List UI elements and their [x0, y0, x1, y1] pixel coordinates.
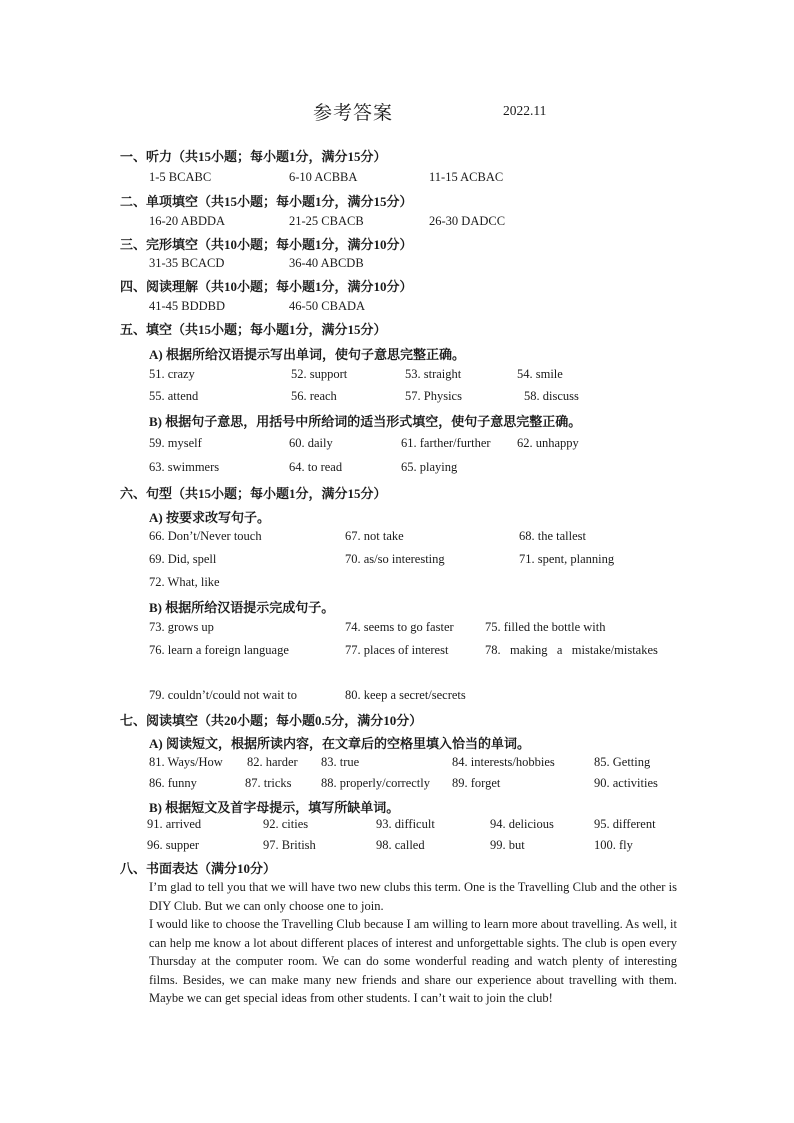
answer-item: 64. to read [289, 460, 343, 474]
section-heading-fill-blank: 五、填空（共15小题；每小题1分，满分15分） [120, 322, 387, 337]
answer-item: 77. places of interest [345, 643, 449, 657]
answer-item: 68. the tallest [519, 529, 586, 543]
answer-item: 92. cities [263, 817, 309, 831]
answer-group: 36-40 ABCDB [289, 256, 364, 270]
section-heading-sentence-patterns: 六、句型（共15小题；每小题1分，满分15分） [120, 486, 387, 501]
answer-item: 67. not take [345, 529, 404, 543]
answer-item: 76. learn a foreign language [149, 643, 289, 657]
answer-item: 65. playing [401, 460, 458, 474]
answer-item: 63. swimmers [149, 460, 220, 474]
answer-group: 11-15 ACBAC [429, 170, 504, 184]
answer-item: 79. couldn’t/could not wait to [149, 688, 298, 702]
answer-item: 89. forget [452, 776, 501, 790]
answer-item: 69. Did, spell [149, 552, 217, 566]
answer-item: 78. making a mistake/mistakes [485, 643, 658, 657]
answer-item: 82. harder [247, 755, 298, 769]
answer-item: 83. true [321, 755, 360, 769]
answer-item: 88. properly/correctly [321, 776, 430, 790]
model-essay [149, 878, 677, 1008]
answer-item: 53. straight [405, 367, 462, 381]
answer-item: 72. What, like [149, 575, 220, 589]
answer-item: 84. interests/hobbies [452, 755, 555, 769]
answer-item: 56. reach [291, 389, 337, 403]
answer-item: 71. spent, planning [519, 552, 615, 566]
answer-item: 51. crazy [149, 367, 195, 381]
answer-item: 94. delicious [490, 817, 554, 831]
answer-group: 26-30 DADCC [429, 214, 506, 228]
answer-group: 1-5 BCABC [149, 170, 212, 184]
answer-item: 91. arrived [147, 817, 202, 831]
answer-item: 93. difficult [376, 817, 435, 831]
section-heading-single-choice: 二、单项填空（共15小题；每小题1分，满分15分） [120, 194, 413, 209]
answer-item: 99. but [490, 838, 525, 852]
answer-group: 6-10 ACBBA [289, 170, 358, 184]
answer-item: 61. farther/further [401, 436, 491, 450]
answer-item: 62. unhappy [517, 436, 579, 450]
answer-item: 100. fly [594, 838, 633, 852]
answer-item: 98. called [376, 838, 425, 852]
answer-group: 31-35 BCACD [149, 256, 225, 270]
section-heading-reading: 四、阅读理解（共10小题；每小题1分，满分10分） [120, 279, 413, 294]
answer-item: 55. attend [149, 389, 199, 403]
answer-item: 80. keep a secret/secrets [345, 688, 466, 702]
part-b-instruction: B) 根据所给汉语提示完成句子。 [149, 600, 335, 615]
answer-item: 66. Don’t/Never touch [149, 529, 262, 543]
essay-paragraph: I would like to choose the Travelling Club because I am willing to learn more about travelling. As well, it can help me know a lot about different places of interest and unforgettable sights. The club is open every Thursday at the computer room. We can do some wonderful reading and watch plenty of interesting films. Besides, we can make many new friends and share our experience about travelling with them. Maybe we can get special ideas from other students. I can’t wait to join the club! [149, 917, 677, 1005]
answer-item: 60. daily [289, 436, 333, 450]
answer-item: 81. Ways/How [149, 755, 223, 769]
answer-item: 73. grows up [149, 620, 214, 634]
answer-group: 46-50 CBADA [289, 299, 366, 313]
section-heading-listening: 一、听力（共15小题；每小题1分，满分15分） [120, 149, 387, 164]
answer-item: 58. discuss [524, 389, 579, 403]
part-a-instruction: A) 阅读短文，根据所读内容，在文章后的空格里填入恰当的单词。 [149, 736, 530, 751]
answer-item: 70. as/so interesting [345, 552, 445, 566]
answer-item: 87. tricks [245, 776, 292, 790]
answer-item: 90. activities [594, 776, 658, 790]
answer-item: 54. smile [517, 367, 563, 381]
answer-item: 57. Physics [405, 389, 462, 403]
answer-group: 16-20 ABDDA [149, 214, 226, 228]
part-b-instruction: B) 根据句子意思，用括号中所给词的适当形式填空，使句子意思完整正确。 [149, 414, 582, 429]
part-b-instruction: B) 根据短文及首字母提示，填写所缺单词。 [149, 800, 400, 815]
document-date: 2022.11 [503, 103, 547, 118]
answer-item: 74. seems to go faster [345, 620, 454, 634]
part-a-instruction: A) 根据所给汉语提示写出单词，使句子意思完整正确。 [149, 347, 465, 362]
answer-group: 41-45 BDDBD [149, 299, 226, 313]
part-a-instruction: A) 按要求改写句子。 [149, 510, 270, 525]
answer-item: 52. support [291, 367, 348, 381]
answer-item: 97. British [263, 838, 316, 852]
page-title: 参考答案 [313, 103, 394, 124]
section-heading-reading-fill: 七、阅读填空（共20小题；每小题0.5分，满分10分） [120, 713, 423, 728]
answer-item: 96. supper [147, 838, 200, 852]
answer-item: 59. myself [149, 436, 202, 450]
answer-item: 85. Getting [594, 755, 651, 769]
essay-paragraph: I’m glad to tell you that we will have two new clubs this term. One is the Travelling Club and the other is DIY Club. But we can only choose one to join. [149, 880, 677, 913]
section-heading-writing: 八、书面表达（满分10分） [120, 861, 277, 876]
answer-group: 21-25 CBACB [289, 214, 364, 228]
answer-item: 86. funny [149, 776, 197, 790]
answer-item: 75. filled the bottle with [485, 620, 606, 634]
section-heading-cloze: 三、完形填空（共10小题；每小题1分，满分10分） [120, 237, 413, 252]
answer-item: 95. different [594, 817, 656, 831]
